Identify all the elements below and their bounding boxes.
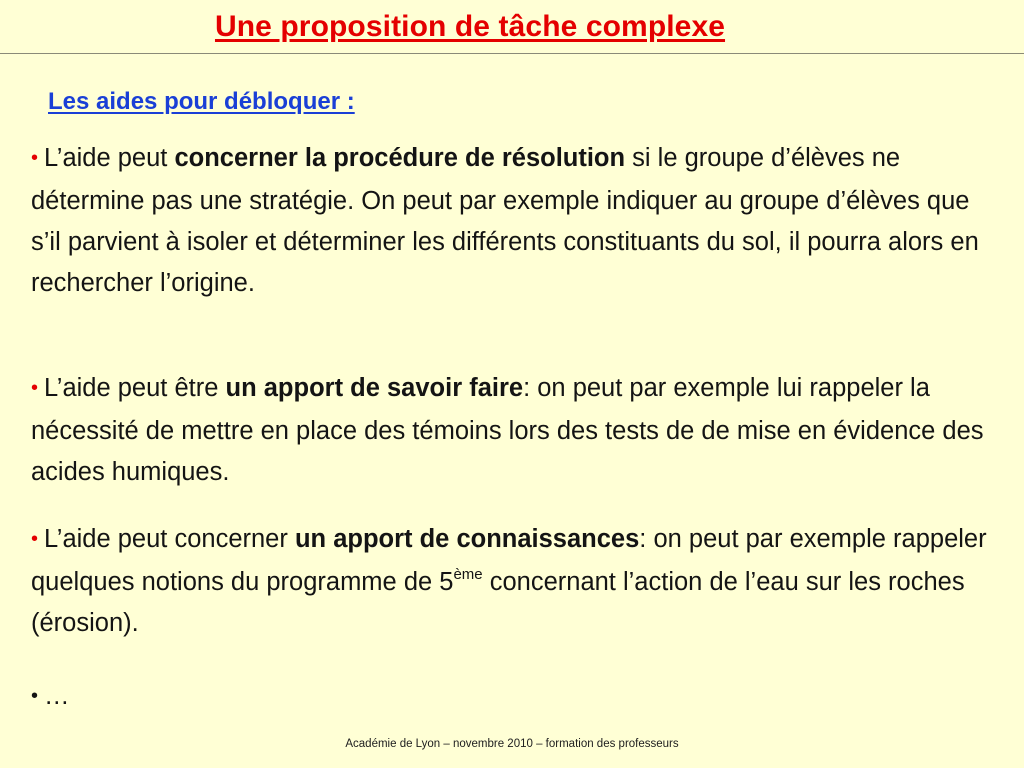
bullet-item-ellipsis [31,676,996,719]
bullet-icon: • [31,377,39,399]
item-text: : on peut par exemple rappeler quelques notions du programme de 5 [31,525,987,596]
item-emphasis: concerner la procédure de résolution [174,144,626,172]
slide-footer: Académie de Lyon – novembre 2010 – formation des professeurs [345,738,679,750]
bullet-icon: • [31,147,39,169]
bullet-item-procedure [31,138,996,304]
item-text: L’aide peut concerner [44,525,295,553]
slide-subtitle: Les aides pour débloquer : [48,88,355,115]
bullet-item-savoir-faire [31,368,996,493]
item-text: concernant l’action de l’eau sur les roches (érosion). [31,568,965,637]
item-text: … [44,682,70,710]
item-text: si le groupe d’élèves ne détermine pas une stratégie. On peut par exemple indiquer au groupe d’élèves que s’il parvient à isoler et déterminer les différents constituants du sol, il pourra alors en rechercher l’origine. [31,144,979,297]
slide-title: Une proposition de tâche complexe [214,10,726,43]
title-divider [0,53,1024,54]
item-emphasis: un apport de connaissances [294,525,640,553]
bullet-icon: • [31,685,39,707]
bullet-item-connaissances [31,519,996,644]
item-text: L’aide peut être [44,374,226,402]
item-superscript: ème [453,565,483,583]
item-text: : on peut par exemple lui rappeler la nécessité de mettre en place des témoins lors des tests de de mise en évidence des acides humiques. [31,374,984,486]
item-emphasis: un apport de savoir faire [225,374,524,402]
bullet-icon: • [31,528,39,550]
item-text: L’aide peut [44,144,175,172]
